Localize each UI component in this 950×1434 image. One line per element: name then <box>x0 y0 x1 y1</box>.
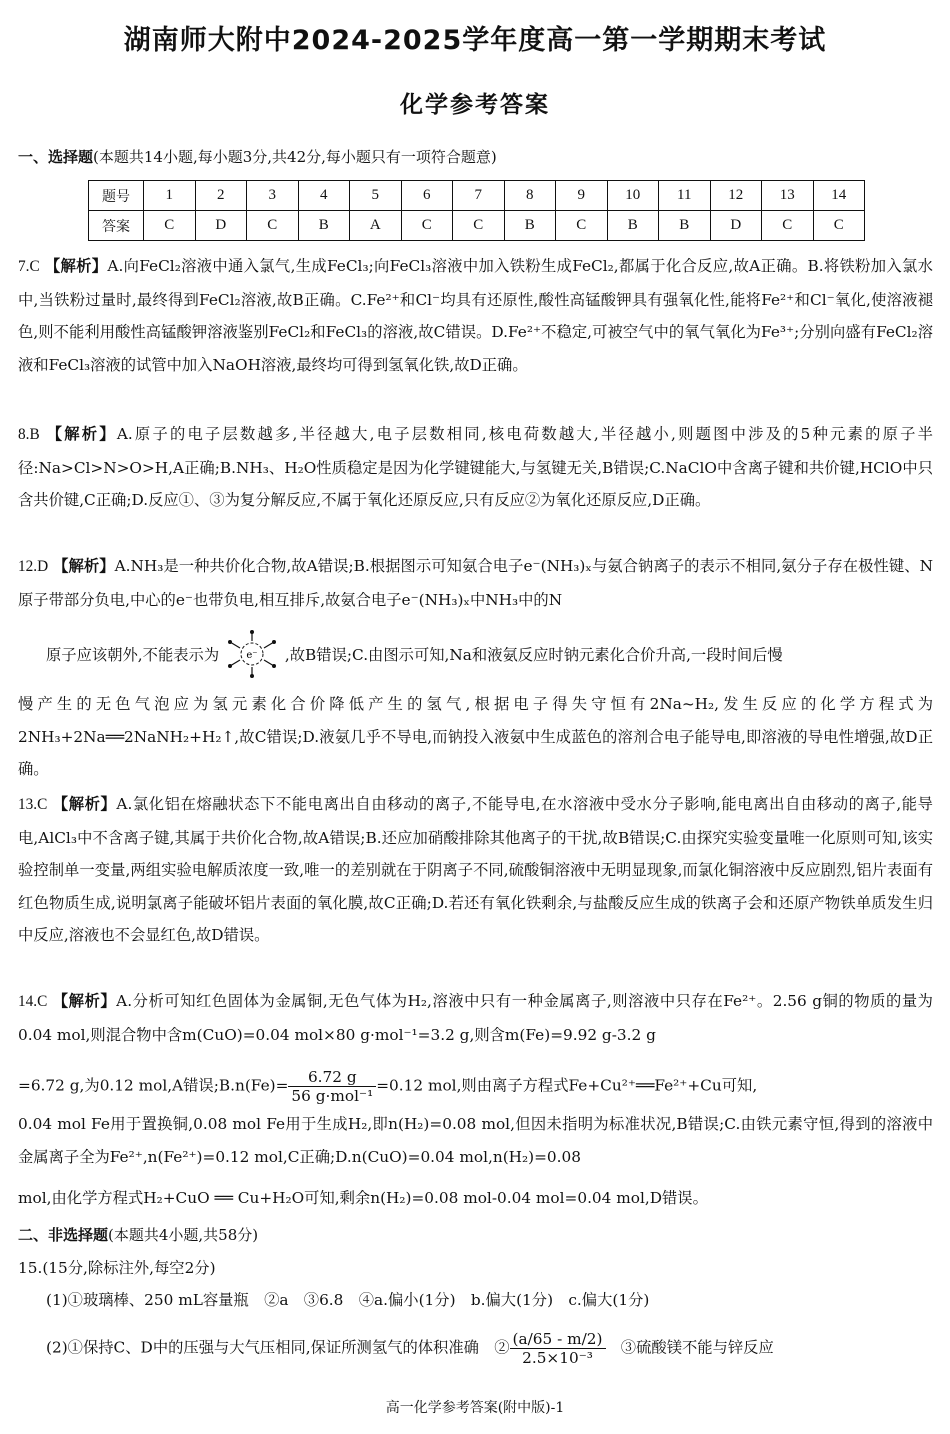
page-title: 湖南师大附中2024-2025学年度高一第一学期期末考试 <box>123 25 827 56</box>
answer-table <box>88 180 865 241</box>
question-14-text-1: A.分析可知红色固体为金属铜,无色气体为H₂,溶液中只有一种金属离子,则溶液中只存在Fe²⁺。2.56 g铜的物质的量为0.04 mol,则混合物中含m(CuO)=0.04 mol×80 g·mol⁻¹=3.2 g,则含m(Fe)=9.92 g-3.2 g <box>18 992 933 1044</box>
table-cell: 13 <box>762 181 814 211</box>
section-2-heading <box>18 1224 258 1245</box>
solvated-electron-icon <box>224 630 280 682</box>
question-14-line-fraction <box>18 1068 757 1105</box>
question-13-number: 13.C <box>18 796 48 813</box>
table-cell: 10 <box>607 181 659 211</box>
question-8-number: 8.B <box>18 426 40 443</box>
fraction-denominator: 56 g·mol⁻¹ <box>291 1087 374 1105</box>
question-7-explanation <box>18 250 933 381</box>
table-cell: D <box>710 211 762 241</box>
table-cell: D <box>195 211 247 241</box>
question-14-text-3: 0.04 mol Fe用于置换铜,0.08 mol Fe用于生成H₂,即n(H₂)=0.08 mol,但因未指明为标准状况,B错误;C.由铁元素守恒,得到的溶液中金属离子全为Fe²⁺,n(Fe²⁺)=0.12 mol,C正确;D.n(CuO)=0.04 mol,n(H₂)=0.08 <box>18 1115 933 1166</box>
table-cell: B <box>607 211 659 241</box>
question-8-explanation <box>18 418 933 517</box>
table-cell: C <box>247 211 299 241</box>
question-12-explanation <box>18 550 933 616</box>
question-7-text: A.向FeCl₂溶液中通入氯气,生成FeCl₃;向FeCl₃溶液中加入铁粉生成FeCl₂,都属于化合反应,故A正确。B.将铁粉加入氯水中,当铁粉过量时,最终得到FeCl₂溶液,故B正确。C.Fe²⁺和Cl⁻均具有还原性,酸性高锰酸钾具有强氧化性,能将Fe²⁺和Cl⁻氧化,使溶液褪色,则不能利用酸性高锰酸钾溶液鉴别FeCl₂和FeCl₃的溶液,故C错误。D.Fe²⁺不稳定,可被空气中的氧气氧化为Fe³⁺;分别向盛有FeCl₂溶液和FeCl₃溶液的试管中加入NaOH溶液,最终均可得到氢氧化铁,故D正确。 <box>18 257 933 374</box>
table-cell: C <box>401 211 453 241</box>
question-12-line-icon <box>46 630 783 682</box>
table-cell: B <box>659 211 711 241</box>
table-cell: C <box>556 211 608 241</box>
table-cell: 11 <box>659 181 711 211</box>
question-12-text-1: A.NH₃是一种共价化合物,故A错误;B.根据图示可知氨合电子e⁻(NH₃)ₓ与氨合钠离子的表示不相同,氨分子存在极性键、N原子带部分负电,中心的e⁻也带负电,相互排斥,故氨合电子e⁻(NH₃)ₓ中NH₃中的N <box>18 557 933 609</box>
table-cell: C <box>762 211 814 241</box>
page-footer: 高一化学参考答案(附中版)-1 <box>385 1400 565 1416</box>
question-15-part-2a-text: (2)①保持C、D中的压强与大气压相同,保证所测氢气的体积准确 ② <box>46 1338 510 1357</box>
table-cell: C <box>813 211 865 241</box>
table-cell: 1 <box>144 181 196 211</box>
question-15-heading <box>18 1256 216 1278</box>
table-cell: 4 <box>298 181 350 211</box>
table-cell: 7 <box>453 181 505 211</box>
table-cell: 14 <box>813 181 865 211</box>
question-14-last-line <box>18 1186 708 1208</box>
question-13-text: A.氯化铝在熔融状态下不能电离出自由移动的离子,不能导电,在水溶液中受水分子影响,能电离出自由移动的离子,能导电,AlCl₃中不含离子键,其属于共价化合物,故A错误;B.还应加硝酸排除其他离子的干扰,故B错误;C.由探究实验变量唯一化原则可知,该实验控制单一变量,两组实验电解质浓度一致,唯一的差别就在于阴离子不同,硫酸铜溶液中无明显现象,而氯化铜溶液中反应剧烈,铝片表面有红色物质生成,说明氯离子能破坏铝片表面的氧化膜,故C正确;D.若还有氧化铁剩余,与盐酸反应生成的铁离子会和还原产物铁单质发生归中反应,溶液也不会显红色,故D错误。 <box>18 795 933 944</box>
electron-symbol: e⁻ <box>246 650 258 661</box>
question-15-part-1-text: (1)①玻璃棒、250 mL容量瓶 ②a ③6.8 ④a.偏小(1分) b.偏大(1分) c.偏大(1分) <box>46 1291 650 1309</box>
question-12-number: 12.D <box>18 558 49 575</box>
table-cell: 12 <box>710 181 762 211</box>
table-row-answers <box>89 211 865 241</box>
question-14-continued <box>18 1108 933 1173</box>
question-12-text-3: 慢产生的无色气泡应为氢元素化合价降低产生的氢气,根据电子得失守恒有2Na~H₂,发生反应的化学方程式为2NH₃+2Na══2NaNH₂+H₂↑,故C错误;D.液氨几乎不导电,而钠投入液氨中生成蓝色的溶剂合电子能导电,即溶液的导电性增强,故D正确。 <box>18 695 933 778</box>
fraction-numerator: (a/65 - m/2) <box>510 1330 606 1349</box>
table-cell: A <box>350 211 402 241</box>
section-1-heading <box>18 146 497 167</box>
table-cell: C <box>144 211 196 241</box>
section-1-label: 一、选择题 <box>18 148 94 166</box>
question-14-text-2b: =0.12 mol,则由离子方程式Fe+Cu²⁺══Fe²⁺+Cu可知, <box>376 1076 758 1095</box>
section-1-note: (本题共14小题,每小题3分,共42分,每小题只有一项符合题意) <box>93 148 497 166</box>
section-2-label: 二、非选择题 <box>18 1226 109 1244</box>
table-cell: C <box>453 211 505 241</box>
table-cell: 8 <box>504 181 556 211</box>
question-8-text: A.原子的电子层数越多,半径越大,电子层数相同,核电荷数越大,半径越小,则题图中涉及的5种元素的原子半径:Na>Cl>N>O>H,A正确;B.NH₃、H₂O性质稳定是因为化学键键能大,与氢键无关,B错误;C.NaClO中含离子键和共价键,HClO中只含共价键,C正确;D.反应①、③为复分解反应,不属于氧化还原反应,只有反应②为氧化还原反应,D正确。 <box>18 425 933 509</box>
question-12-text-2a: 原子应该朝外,不能表示为 <box>46 646 220 664</box>
analysis-tag: 【解析】 <box>53 557 115 575</box>
section-2-note: (本题共4小题,共58分) <box>108 1226 259 1244</box>
question-15-part-2 <box>46 1330 774 1367</box>
table-header-number: 题号 <box>89 181 144 211</box>
question-13-explanation <box>18 788 933 952</box>
table-cell: 9 <box>556 181 608 211</box>
question-14-explanation <box>18 985 933 1051</box>
question-12-text-2b: ,故B错误;C.由图示可知,Na和液氨反应时钠元素化合价升高,一段时间后慢 <box>284 646 783 664</box>
question-15-part-2b-text: ③硫酸镁不能与锌反应 <box>605 1338 774 1357</box>
fe-moles-fraction <box>288 1068 376 1105</box>
fraction-numerator: 6.72 g <box>288 1068 376 1087</box>
question-14-text-2a: =6.72 g,为0.12 mol,A错误;B.n(Fe)= <box>18 1076 289 1095</box>
page-subtitle: 化学参考答案 <box>400 92 550 118</box>
analysis-tag: 【解析】 <box>44 257 108 275</box>
table-cell: B <box>298 211 350 241</box>
table-cell: 6 <box>401 181 453 211</box>
analysis-tag: 【解析】 <box>52 795 117 813</box>
table-cell: 3 <box>247 181 299 211</box>
table-header-answer: 答案 <box>89 211 144 241</box>
table-cell: 2 <box>195 181 247 211</box>
table-row-numbers <box>89 181 865 211</box>
table-cell: 5 <box>350 181 402 211</box>
question-15-number: 15.(15分,除标注外,每空2分) <box>18 1259 216 1277</box>
question-12-continued <box>18 688 933 786</box>
fraction-denominator: 2.5×10⁻³ <box>522 1349 593 1367</box>
question-7-number: 7.C <box>18 258 40 275</box>
analysis-tag: 【解析】 <box>46 425 117 443</box>
question-15-part-1 <box>46 1288 649 1310</box>
analysis-tag: 【解析】 <box>52 992 117 1010</box>
question-14-number: 14.C <box>18 993 48 1010</box>
zinc-fraction <box>510 1330 606 1367</box>
question-14-text-4: mol,由化学方程式H₂+CuO ══ Cu+H₂O可知,剩余n(H₂)=0.08 mol-0.04 mol=0.04 mol,D错误。 <box>18 1189 708 1207</box>
table-cell: B <box>504 211 556 241</box>
